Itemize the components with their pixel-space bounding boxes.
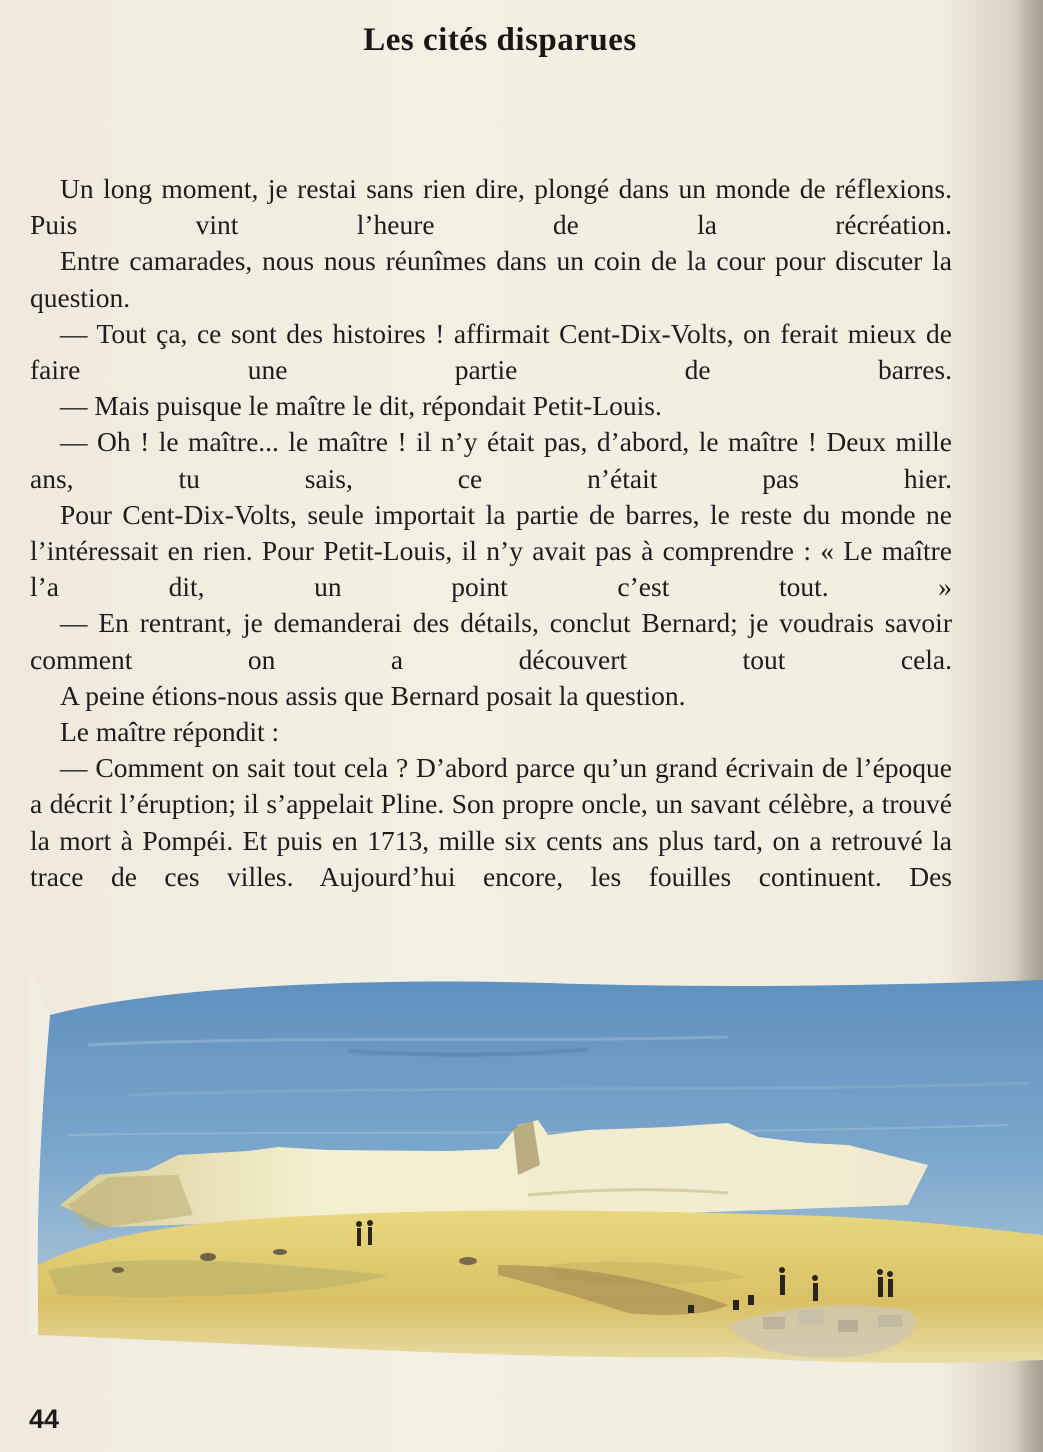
paragraph-3: — Tout ça, ce sont des histoires ! affirmait Cent-Dix-Volts, on ferait mieux de faire une partie de barres. [30,317,952,386]
paragraph-9: Le maître répondit : [60,716,280,748]
paragraph-6: Pour Cent-Dix-Volts, seule importait la partie de barres, le reste du monde ne l’intéressait en rien. Pour Petit-Louis, il n’y avait pas à comprendre : « Le maître l’a dit, un point c’est tout. » [30,498,952,603]
paragraph-7: — En rentrant, je demanderai des détails, conclut Bernard; je voudrais savoir comment on a découvert tout cela. [30,607,952,675]
watercolor-landscape [28,965,1043,1380]
page-title: Les cités disparues [363,22,637,58]
paragraph-2: Entre camarades, nous nous réunîmes dans un coin de la cour pour discuter la question. [30,245,952,313]
ruins-illustration [28,965,1043,1380]
body-text [30,171,952,895]
paragraph-10: — Comment on sait tout cela ? D’abord parce qu’un grand écrivain de l’époque a décrit l’éruption; il s’appelait Pline. Son propre oncle, un savant célèbre, a trouvé la mort à Pompéi. Et puis en 1713, mille six cents ans plus tard, on a retrouvé la trace de ces villes. Aujourd’hui encore, les fouilles continuent. Des [30,752,952,892]
paragraph-4: — Mais puisque le maître le dit, répondait Petit-Louis. [60,390,662,422]
paragraph-5: — Oh ! le maître... le maître ! il n’y était pas, d’abord, le maître ! Deux mille ans, tu sais, ce n’était pas hier. [30,426,952,494]
page-number: 44 [29,1404,60,1434]
paragraph-8: A peine étions-nous assis que Bernard posait la question. [60,679,686,711]
paragraph-1: Un long moment, je restai sans rien dire, plongé dans un monde de réflexions. Puis vint l’heure de la récréation. [30,173,952,241]
